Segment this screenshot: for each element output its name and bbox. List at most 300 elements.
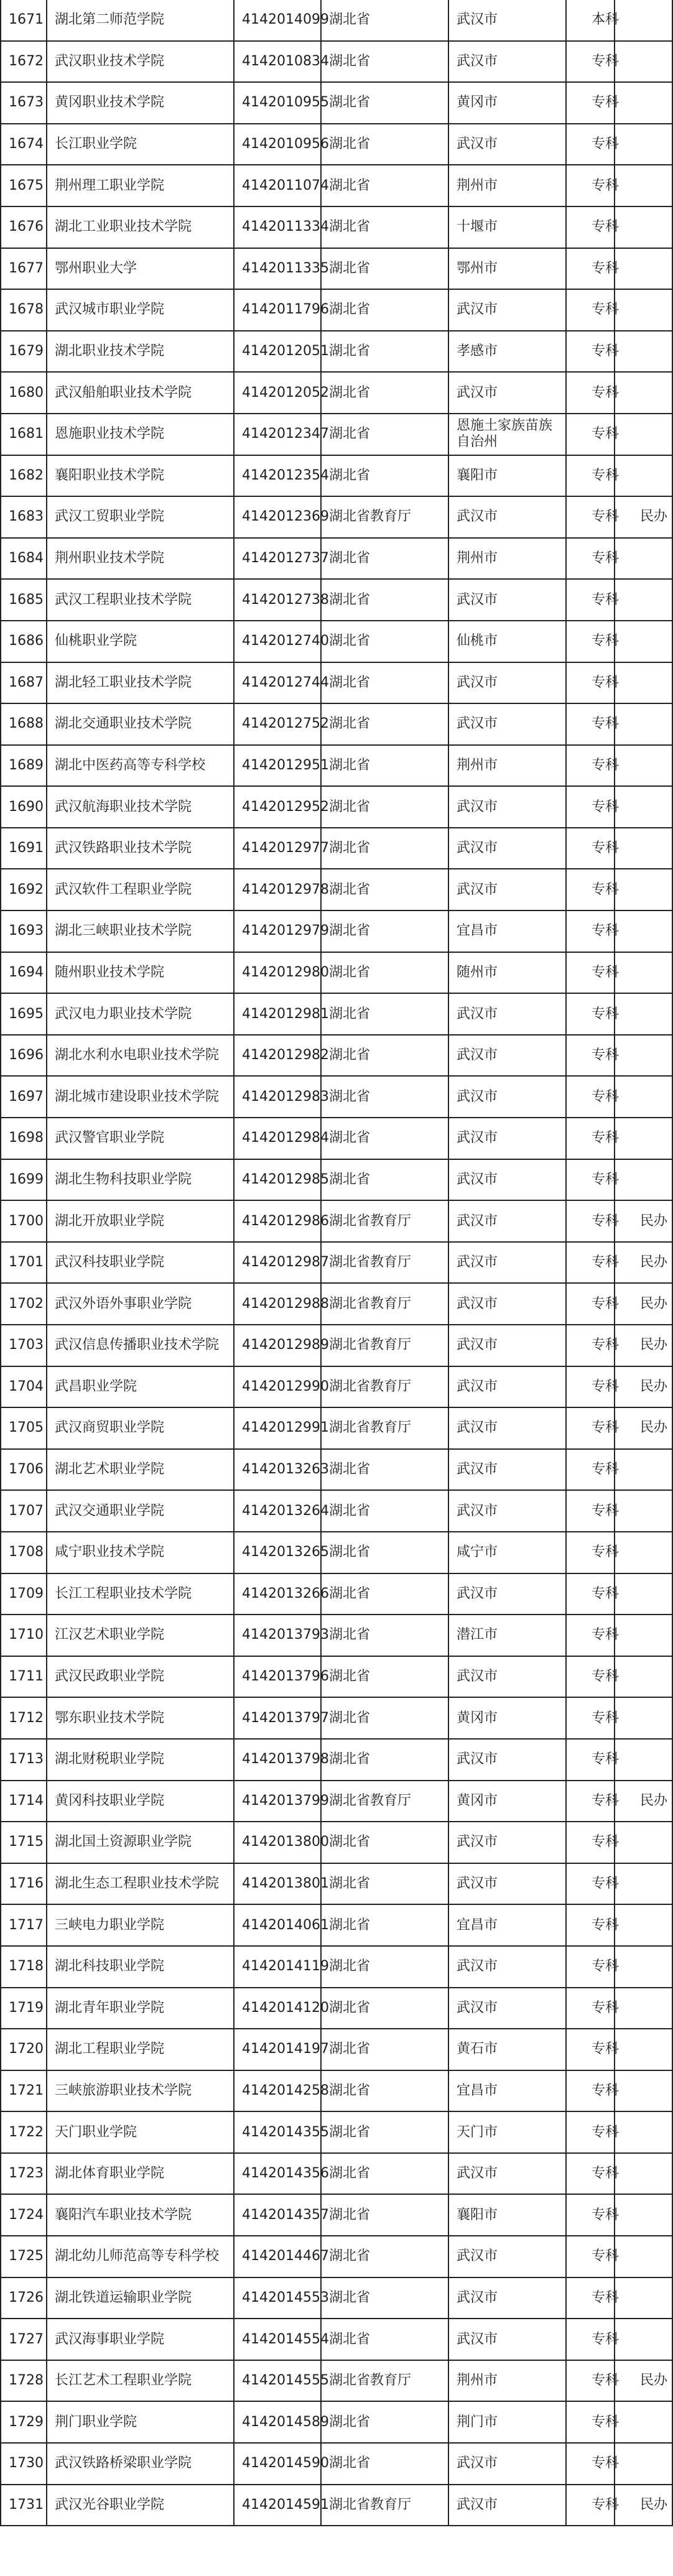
code-cell: 4142012052: [234, 372, 321, 414]
city-cell: 宜昌市: [448, 1904, 566, 1946]
code-cell: 4142014590: [234, 2443, 321, 2485]
seq-cell: 1724: [1, 2194, 47, 2236]
note-cell: [615, 2277, 672, 2319]
seq-cell: 1675: [1, 165, 47, 206]
name-cell: 武汉外语外事职业学院: [47, 1283, 234, 1325]
seq-cell: 1705: [1, 1407, 47, 1449]
code-cell: 4142012984: [234, 1118, 321, 1159]
level-cell: 专科: [566, 538, 615, 580]
table-row: [1, 1822, 672, 1863]
note-cell: [615, 2194, 672, 2236]
note-cell: 民办: [615, 2485, 672, 2526]
authority-cell: 湖北省: [321, 1946, 448, 1988]
code-cell: 4142011335: [234, 248, 321, 290]
name-cell: 荆州理工职业学院: [47, 165, 234, 206]
note-cell: [615, 662, 672, 704]
name-cell: 武汉城市职业学院: [47, 289, 234, 331]
level-cell: 专科: [566, 331, 615, 373]
name-cell: 武汉警官职业学院: [47, 1118, 234, 1159]
city-cell: 武汉市: [448, 1449, 566, 1491]
city-cell: 仙桃市: [448, 621, 566, 662]
table-row: [1, 206, 672, 248]
authority-cell: 湖北省: [321, 2236, 448, 2277]
city-cell: 武汉市: [448, 1242, 566, 1284]
city-cell: 孝感市: [448, 331, 566, 373]
seq-cell: 1707: [1, 1490, 47, 1532]
table-row: [1, 496, 672, 538]
city-cell: 潜江市: [448, 1615, 566, 1656]
note-cell: [615, 2319, 672, 2360]
name-cell: 武汉科技职业学院: [47, 1242, 234, 1284]
name-cell: 武汉软件工程职业学院: [47, 869, 234, 910]
city-cell: 宜昌市: [448, 2070, 566, 2112]
city-cell: 武汉市: [448, 2236, 566, 2277]
level-cell: 专科: [566, 869, 615, 910]
level-cell: 专科: [566, 703, 615, 745]
level-cell: 专科: [566, 1822, 615, 1863]
table-row: [1, 1739, 672, 1781]
code-cell: 4142014467: [234, 2236, 321, 2277]
code-cell: 4142011796: [234, 289, 321, 331]
seq-cell: 1683: [1, 496, 47, 538]
name-cell: 湖北开放职业学院: [47, 1200, 234, 1242]
city-cell: 天门市: [448, 2111, 566, 2153]
code-cell: 4142013798: [234, 1739, 321, 1781]
authority-cell: 湖北省: [321, 828, 448, 869]
code-cell: 4142012744: [234, 662, 321, 704]
code-cell: 4142012990: [234, 1366, 321, 1408]
code-cell: 4142012951: [234, 745, 321, 787]
seq-cell: 1696: [1, 1035, 47, 1077]
authority-cell: 湖北省: [321, 124, 448, 165]
level-cell: 专科: [566, 2443, 615, 2485]
name-cell: 武汉职业技术学院: [47, 41, 234, 83]
authority-cell: 湖北省: [321, 2029, 448, 2070]
city-cell: 荆门市: [448, 2401, 566, 2443]
note-cell: [615, 828, 672, 869]
seq-cell: 1699: [1, 1159, 47, 1201]
code-cell: 4142012985: [234, 1159, 321, 1201]
table-row: [1, 1283, 672, 1325]
table-row: [1, 1449, 672, 1491]
code-cell: 4142014555: [234, 2360, 321, 2402]
authority-cell: 湖北省: [321, 1076, 448, 1118]
level-cell: 专科: [566, 1449, 615, 1491]
table-row: [1, 786, 672, 828]
note-cell: [615, 82, 672, 124]
authority-cell: 湖北省教育厅: [321, 1283, 448, 1325]
name-cell: 湖北青年职业学院: [47, 1988, 234, 2029]
seq-cell: 1686: [1, 621, 47, 662]
code-cell: 4142012982: [234, 1035, 321, 1077]
authority-cell: 湖北省: [321, 1532, 448, 1573]
authority-cell: 湖北省: [321, 1490, 448, 1532]
name-cell: 荆门职业学院: [47, 2401, 234, 2443]
level-cell: 专科: [566, 786, 615, 828]
note-cell: [615, 952, 672, 994]
name-cell: 三峡旅游职业技术学院: [47, 2070, 234, 2112]
city-cell: 武汉市: [448, 41, 566, 83]
level-cell: 专科: [566, 1283, 615, 1325]
table-row: [1, 910, 672, 952]
table-row: [1, 2029, 672, 2070]
seq-cell: 1713: [1, 1739, 47, 1781]
code-cell: 4142010834: [234, 41, 321, 83]
city-cell: 襄阳市: [448, 455, 566, 497]
note-cell: [615, 1035, 672, 1077]
seq-cell: 1712: [1, 1697, 47, 1739]
note-cell: [615, 2153, 672, 2195]
city-cell: 武汉市: [448, 1573, 566, 1615]
level-cell: 专科: [566, 1615, 615, 1656]
name-cell: 鄂州职业大学: [47, 248, 234, 290]
seq-cell: 1695: [1, 993, 47, 1035]
name-cell: 武汉铁路职业技术学院: [47, 828, 234, 869]
code-cell: 4142014356: [234, 2153, 321, 2195]
code-cell: 4142013263: [234, 1449, 321, 1491]
note-cell: 民办: [615, 2360, 672, 2402]
seq-cell: 1718: [1, 1946, 47, 1988]
seq-cell: 1730: [1, 2443, 47, 2485]
city-cell: 武汉市: [448, 1863, 566, 1905]
name-cell: 湖北第二师范学院: [47, 0, 234, 41]
code-cell: 4142012980: [234, 952, 321, 994]
authority-cell: 湖北省: [321, 2070, 448, 2112]
table-row: [1, 0, 672, 41]
table-row: [1, 1118, 672, 1159]
table-row: [1, 2401, 672, 2443]
code-cell: 4142013799: [234, 1781, 321, 1822]
seq-cell: 1722: [1, 2111, 47, 2153]
city-cell: 武汉市: [448, 124, 566, 165]
city-cell: 武汉市: [448, 1118, 566, 1159]
table-row: [1, 2485, 672, 2526]
city-cell: 武汉市: [448, 496, 566, 538]
name-cell: 湖北中医药高等专科学校: [47, 745, 234, 787]
note-cell: [615, 2029, 672, 2070]
seq-cell: 1703: [1, 1325, 47, 1366]
city-cell: 咸宁市: [448, 1532, 566, 1573]
note-cell: [615, 869, 672, 910]
authority-cell: 湖北省: [321, 248, 448, 290]
table-row: [1, 1200, 672, 1242]
level-cell: 专科: [566, 289, 615, 331]
authority-cell: 湖北省: [321, 579, 448, 621]
name-cell: 湖北科技职业学院: [47, 1946, 234, 1988]
note-cell: [615, 1490, 672, 1532]
name-cell: 湖北水利水电职业技术学院: [47, 1035, 234, 1077]
table-row: [1, 1366, 672, 1408]
name-cell: 黄冈职业技术学院: [47, 82, 234, 124]
authority-cell: 湖北省: [321, 538, 448, 580]
seq-cell: 1721: [1, 2070, 47, 2112]
authority-cell: 湖北省: [321, 1822, 448, 1863]
code-cell: 4142012981: [234, 993, 321, 1035]
seq-cell: 1731: [1, 2485, 47, 2526]
level-cell: 专科: [566, 372, 615, 414]
authority-cell: 湖北省: [321, 1118, 448, 1159]
city-cell: 武汉市: [448, 1490, 566, 1532]
name-cell: 三峡电力职业学院: [47, 1904, 234, 1946]
name-cell: 湖北财税职业学院: [47, 1739, 234, 1781]
table-row: [1, 1242, 672, 1284]
seq-cell: 1680: [1, 372, 47, 414]
seq-cell: 1728: [1, 2360, 47, 2402]
seq-cell: 1725: [1, 2236, 47, 2277]
name-cell: 武汉信息传播职业技术学院: [47, 1325, 234, 1366]
note-cell: 民办: [615, 1781, 672, 1822]
city-cell: 武汉市: [448, 1656, 566, 1698]
city-cell: 黄冈市: [448, 1697, 566, 1739]
seq-cell: 1690: [1, 786, 47, 828]
code-cell: 4142012752: [234, 703, 321, 745]
level-cell: 专科: [566, 1988, 615, 2029]
code-cell: 4142012738: [234, 579, 321, 621]
authority-cell: 湖北省教育厅: [321, 1242, 448, 1284]
table-row: [1, 662, 672, 704]
authority-cell: 湖北省: [321, 621, 448, 662]
note-cell: [615, 786, 672, 828]
seq-cell: 1704: [1, 1366, 47, 1408]
level-cell: 专科: [566, 1946, 615, 1988]
note-cell: [615, 165, 672, 206]
note-cell: 民办: [615, 496, 672, 538]
authority-cell: 湖北省: [321, 289, 448, 331]
level-cell: 专科: [566, 206, 615, 248]
authority-cell: 湖北省: [321, 2443, 448, 2485]
city-cell: 黄冈市: [448, 1781, 566, 1822]
city-cell: 荆州市: [448, 745, 566, 787]
level-cell: 专科: [566, 455, 615, 497]
city-cell: 武汉市: [448, 2319, 566, 2360]
city-cell: 武汉市: [448, 2277, 566, 2319]
authority-cell: 湖北省教育厅: [321, 1325, 448, 1366]
code-cell: 4142012983: [234, 1076, 321, 1118]
code-cell: 4142011074: [234, 165, 321, 206]
name-cell: 荆州职业技术学院: [47, 538, 234, 580]
note-cell: [615, 538, 672, 580]
authority-cell: 湖北省: [321, 1863, 448, 1905]
seq-cell: 1723: [1, 2153, 47, 2195]
code-cell: 4142012978: [234, 869, 321, 910]
name-cell: 湖北交通职业技术学院: [47, 703, 234, 745]
note-cell: [615, 1573, 672, 1615]
note-cell: [615, 1118, 672, 1159]
table-row: [1, 124, 672, 165]
seq-cell: 1691: [1, 828, 47, 869]
city-cell: 鄂州市: [448, 248, 566, 290]
name-cell: 湖北生态工程职业技术学院: [47, 1863, 234, 1905]
note-cell: 民办: [615, 1366, 672, 1408]
level-cell: 专科: [566, 2070, 615, 2112]
table-row: [1, 2319, 672, 2360]
note-cell: [615, 1449, 672, 1491]
level-cell: 专科: [566, 952, 615, 994]
seq-cell: 1711: [1, 1656, 47, 1698]
note-cell: [615, 1159, 672, 1201]
level-cell: 专科: [566, 2485, 615, 2526]
seq-cell: 1687: [1, 662, 47, 704]
level-cell: 专科: [566, 2153, 615, 2195]
table-row: [1, 2236, 672, 2277]
note-cell: [615, 41, 672, 83]
name-cell: 咸宁职业技术学院: [47, 1532, 234, 1573]
city-cell: 荆州市: [448, 538, 566, 580]
authority-cell: 湖北省教育厅: [321, 1781, 448, 1822]
name-cell: 湖北城市建设职业技术学院: [47, 1076, 234, 1118]
level-cell: 专科: [566, 745, 615, 787]
note-cell: [615, 1656, 672, 1698]
table-row: [1, 2360, 672, 2402]
table-row: [1, 1035, 672, 1077]
authority-cell: 湖北省: [321, 952, 448, 994]
city-cell: 武汉市: [448, 372, 566, 414]
authority-cell: 湖北省: [321, 1615, 448, 1656]
code-cell: 4142013797: [234, 1697, 321, 1739]
authority-cell: 湖北省: [321, 2319, 448, 2360]
note-cell: [615, 1988, 672, 2029]
name-cell: 湖北体育职业学院: [47, 2153, 234, 2195]
authority-cell: 湖北省: [321, 165, 448, 206]
city-cell: 武汉市: [448, 1325, 566, 1366]
note-cell: [615, 289, 672, 331]
code-cell: 4142013796: [234, 1656, 321, 1698]
code-cell: 4142012740: [234, 621, 321, 662]
code-cell: 4142012977: [234, 828, 321, 869]
name-cell: 黄冈科技职业学院: [47, 1781, 234, 1822]
authority-cell: 湖北省: [321, 206, 448, 248]
city-cell: 襄阳市: [448, 2194, 566, 2236]
table-row: [1, 82, 672, 124]
seq-cell: 1679: [1, 331, 47, 373]
level-cell: 专科: [566, 248, 615, 290]
level-cell: 专科: [566, 1656, 615, 1698]
seq-cell: 1684: [1, 538, 47, 580]
authority-cell: 湖北省: [321, 993, 448, 1035]
name-cell: 仙桃职业学院: [47, 621, 234, 662]
name-cell: 武汉电力职业技术学院: [47, 993, 234, 1035]
name-cell: 长江艺术工程职业学院: [47, 2360, 234, 2402]
authority-cell: 湖北省: [321, 0, 448, 41]
level-cell: 专科: [566, 1118, 615, 1159]
city-cell: 荆州市: [448, 165, 566, 206]
authority-cell: 湖北省: [321, 662, 448, 704]
note-cell: [615, 2111, 672, 2153]
authority-cell: 湖北省: [321, 786, 448, 828]
level-cell: 专科: [566, 910, 615, 952]
name-cell: 湖北三峡职业技术学院: [47, 910, 234, 952]
city-cell: 宜昌市: [448, 910, 566, 952]
table-row: [1, 372, 672, 414]
authority-cell: 湖北省教育厅: [321, 1366, 448, 1408]
table-row: [1, 1325, 672, 1366]
name-cell: 武汉海事职业学院: [47, 2319, 234, 2360]
code-cell: 4142014258: [234, 2070, 321, 2112]
city-cell: 荆州市: [448, 2360, 566, 2402]
table-row: [1, 745, 672, 787]
level-cell: 专科: [566, 1325, 615, 1366]
seq-cell: 1706: [1, 1449, 47, 1491]
authority-cell: 湖北省: [321, 1697, 448, 1739]
authority-cell: 湖北省教育厅: [321, 496, 448, 538]
name-cell: 长江工程职业技术学院: [47, 1573, 234, 1615]
note-cell: [615, 1739, 672, 1781]
table-row: [1, 248, 672, 290]
level-cell: 专科: [566, 82, 615, 124]
seq-cell: 1726: [1, 2277, 47, 2319]
seq-cell: 1688: [1, 703, 47, 745]
city-cell: 武汉市: [448, 1035, 566, 1077]
authority-cell: 湖北省: [321, 331, 448, 373]
table-row: [1, 1573, 672, 1615]
code-cell: 4142012991: [234, 1407, 321, 1449]
city-cell: 武汉市: [448, 1988, 566, 2029]
authority-cell: 湖北省: [321, 910, 448, 952]
city-cell: 黄石市: [448, 2029, 566, 2070]
level-cell: 专科: [566, 1573, 615, 1615]
table-row: [1, 538, 672, 580]
seq-cell: 1697: [1, 1076, 47, 1118]
city-cell: 武汉市: [448, 1739, 566, 1781]
table-row: [1, 869, 672, 910]
note-cell: [615, 993, 672, 1035]
name-cell: 湖北生物科技职业学院: [47, 1159, 234, 1201]
table-row: [1, 1532, 672, 1573]
code-cell: 4142013801: [234, 1863, 321, 1905]
seq-cell: 1708: [1, 1532, 47, 1573]
name-cell: 湖北艺术职业学院: [47, 1449, 234, 1491]
note-cell: [615, 1697, 672, 1739]
table-row: [1, 1697, 672, 1739]
level-cell: 专科: [566, 2401, 615, 2443]
table-row: [1, 1407, 672, 1449]
authority-cell: 湖北省: [321, 2194, 448, 2236]
code-cell: 4142012354: [234, 455, 321, 497]
level-cell: 专科: [566, 1781, 615, 1822]
authority-cell: 湖北省: [321, 1988, 448, 2029]
authority-cell: 湖北省教育厅: [321, 1200, 448, 1242]
authority-cell: 湖北省: [321, 745, 448, 787]
seq-cell: 1720: [1, 2029, 47, 2070]
name-cell: 鄂东职业技术学院: [47, 1697, 234, 1739]
level-cell: 专科: [566, 1739, 615, 1781]
level-cell: 专科: [566, 2360, 615, 2402]
code-cell: 4142014061: [234, 1904, 321, 1946]
authority-cell: 湖北省: [321, 1904, 448, 1946]
seq-cell: 1727: [1, 2319, 47, 2360]
note-cell: [615, 1904, 672, 1946]
code-cell: 4142012988: [234, 1283, 321, 1325]
note-cell: 民办: [615, 1242, 672, 1284]
level-cell: 专科: [566, 1076, 615, 1118]
level-cell: 专科: [566, 1366, 615, 1408]
seq-cell: 1676: [1, 206, 47, 248]
seq-cell: 1672: [1, 41, 47, 83]
name-cell: 武昌职业学院: [47, 1366, 234, 1408]
level-cell: 专科: [566, 579, 615, 621]
table-row: [1, 1904, 672, 1946]
city-cell: 武汉市: [448, 1366, 566, 1408]
code-cell: 4142011334: [234, 206, 321, 248]
note-cell: [615, 2070, 672, 2112]
name-cell: 武汉铁路桥梁职业学院: [47, 2443, 234, 2485]
seq-cell: 1716: [1, 1863, 47, 1905]
name-cell: 武汉工程职业技术学院: [47, 579, 234, 621]
seq-cell: 1685: [1, 579, 47, 621]
code-cell: 4142013800: [234, 1822, 321, 1863]
code-cell: 4142012051: [234, 331, 321, 373]
authority-cell: 湖北省: [321, 1739, 448, 1781]
